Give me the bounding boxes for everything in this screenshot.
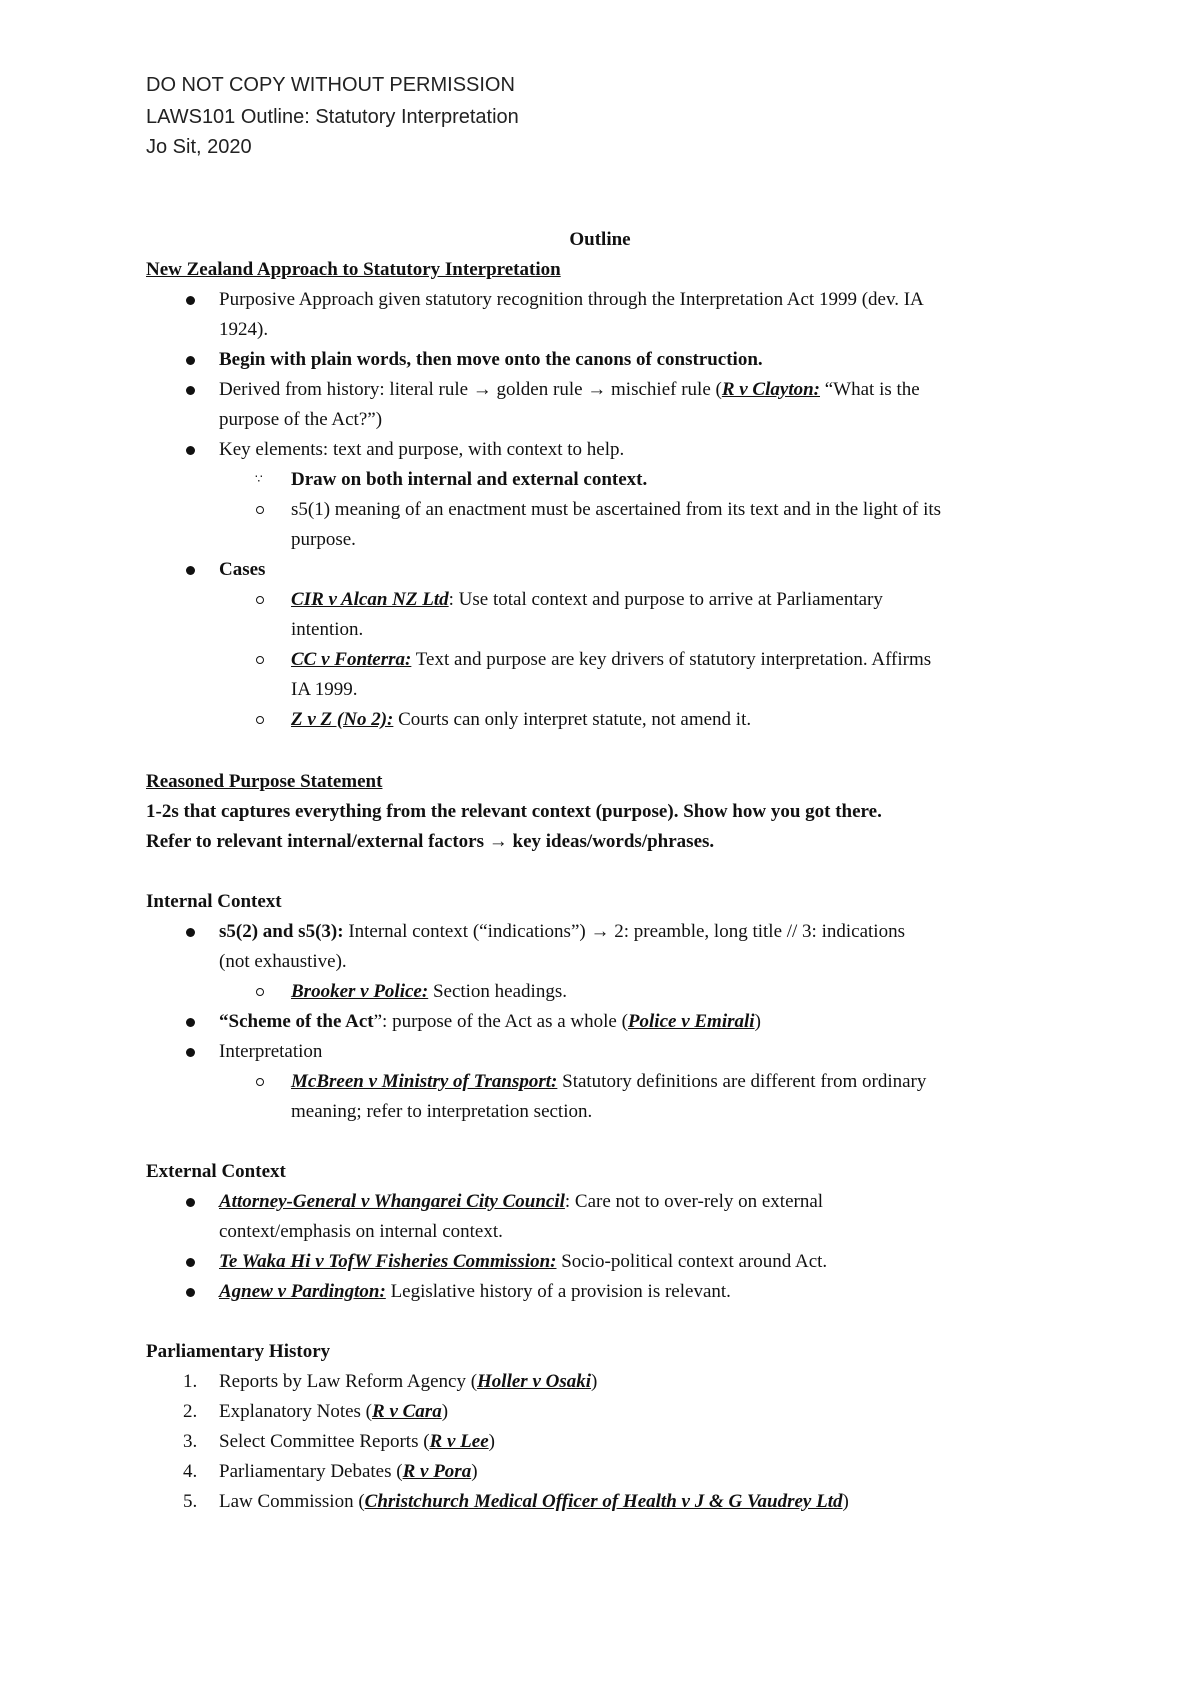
list-item: Purposive Approach given statutory recognition through the Interpretation Act 1999 (dev. IA [219,289,924,310]
list-item [219,1010,761,1034]
sub-list-item [291,588,883,612]
bullet-icon [186,1258,195,1267]
list-item [219,920,905,944]
bullet-icon [186,386,195,395]
sub-bullet-icon: ∵ [255,472,263,486]
list-item: Key elements: text and purpose, with context to help. [219,439,625,460]
list-item-text: Reports by Law Reform Agency ( [219,1371,478,1392]
paragraph-line: Refer to relevant internal/external factors → key ideas/words/phrases. [146,831,715,852]
numbered-list-item [219,1400,448,1424]
list-item [219,1280,731,1304]
list-number: 5. [183,1491,198,1512]
sub-list-item-continuation: meaning; refer to interpretation section. [291,1101,593,1122]
list-item: Begin with plain words, then move onto the canons of construction. [219,349,763,370]
sub-bullet-icon [256,506,264,514]
page-title: Outline [569,229,631,250]
list-item-text: Derived from history: literal rule → golden rule → mischief rule ( [219,379,722,400]
case-name: Z v Z (No 2): [291,709,394,730]
section-heading-external-context: External Context [146,1161,286,1182]
case-name: R v Cara [372,1401,442,1422]
sub-list-item: s5(1) meaning of an enactment must be ascertained from its text and in the light of its [291,499,942,520]
list-number: 2. [183,1401,198,1422]
bullet-icon [186,296,195,305]
sub-bullet-icon [256,716,264,724]
bullet-icon [186,1018,195,1027]
list-item [219,378,920,402]
sub-bullet-icon [256,656,264,664]
list-item-bold: “Scheme of the Act [219,1011,374,1032]
paragraph-line: 1-2s that captures everything from the relevant context (purpose). Show how you got there. [146,801,882,822]
case-name: R v Lee [429,1431,489,1452]
section-heading-nz-approach: New Zealand Approach to Statutory Interpretation [146,259,561,280]
numbered-list-item [219,1490,849,1514]
list-item-text: Law Commission ( [219,1491,365,1512]
list-item-text: ) [591,1371,598,1392]
numbered-list-item [219,1430,495,1454]
list-item-text: : Care not to over-rely on external [564,1191,824,1212]
sub-list-item-continuation: intention. [291,619,364,640]
list-item-text: Legislative history of a provision is relevant. [385,1281,731,1302]
bullet-icon [186,1288,195,1297]
numbered-list-item [219,1460,478,1484]
case-name: Attorney-General v Whangarei City Council [219,1191,565,1212]
sub-list-item [291,708,751,732]
case-name: Holler v Osaki [477,1371,592,1392]
list-item-text: Statutory definitions are different from ordinary [557,1071,927,1092]
document-subtitle: LAWS101 Outline: Statutory Interpretation [146,106,519,128]
case-name: R v Pora [402,1461,472,1482]
list-number: 1. [183,1371,198,1392]
copyright-notice: DO NOT COPY WITHOUT PERMISSION [146,74,515,96]
bullet-icon [186,446,195,455]
list-item-continuation: purpose of the Act?”) [219,409,383,430]
case-name: R v Clayton: [721,379,820,400]
list-item-text: Courts can only interpret statute, not amend it. [393,709,752,730]
bullet-icon [186,928,195,937]
case-name: CC v Fonterra: [291,649,412,670]
case-name: Agnew v Pardington: [219,1281,386,1302]
section-heading-internal-context: Internal Context [146,891,282,912]
section-heading-reasoned-purpose: Reasoned Purpose Statement [146,771,383,792]
list-item-text: ) [754,1011,761,1032]
list-number: 3. [183,1431,198,1452]
list-item [219,1250,827,1274]
sub-list-item: Draw on both internal and external context. [291,469,648,490]
sub-list-item [291,1070,926,1094]
case-name: McBreen v Ministry of Transport: [291,1071,558,1092]
bullet-icon [186,356,195,365]
list-item: Interpretation [219,1041,323,1062]
case-name: Brooker v Police: [291,981,429,1002]
section-heading-parliamentary-history: Parliamentary History [146,1341,331,1362]
list-item-continuation: 1924). [219,319,269,340]
sub-bullet-icon [256,1078,264,1086]
list-item-text: Section headings. [428,981,567,1002]
list-item-text: ) [471,1461,478,1482]
list-item-text: ”: purpose of the Act as a whole ( [373,1011,628,1032]
sub-list-item [291,648,931,672]
list-item [219,1190,823,1214]
list-item-text: Explanatory Notes ( [219,1401,373,1422]
sub-list-item-continuation: purpose. [291,529,356,550]
list-item-text: ) [441,1401,449,1422]
case-name: Police v Emirali [627,1011,755,1032]
bullet-icon [186,1048,195,1057]
list-item-bold: s5(2) and s5(3): [219,921,344,942]
list-item-text: : Use total context and purpose to arrive at Parliamentary [448,589,883,610]
author-line: Jo Sit, 2020 [146,136,252,158]
list-item-text: Internal context (“indications”) → 2: preamble, long title // 3: indications [343,921,905,942]
list-item-text: Parliamentary Debates ( [219,1461,403,1482]
list-item-continuation: context/emphasis on internal context. [219,1221,503,1242]
case-name: Te Waka Hi v TofW Fisheries Commission: [219,1251,557,1272]
case-name: Christchurch Medical Officer of Health v J & G Vaudrey Ltd [364,1491,843,1512]
bullet-icon [186,1198,195,1207]
list-item-text: Socio-political context around Act. [556,1251,828,1272]
sub-list-item-continuation: IA 1999. [291,679,358,700]
case-name: CIR v Alcan NZ Ltd [291,589,449,610]
list-item-continuation: (not exhaustive). [219,951,347,972]
list-number: 4. [183,1461,198,1482]
list-item-text: ) [842,1491,849,1512]
bullet-icon [186,566,195,575]
list-item-text: “What is the [820,379,920,400]
list-item-text: Text and purpose are key drivers of statutory interpretation. Affirms [411,649,932,670]
list-item: Cases [219,559,266,580]
sub-list-item [291,980,567,1004]
list-item-text: Select Committee Reports ( [219,1431,430,1452]
numbered-list-item [219,1370,597,1394]
sub-bullet-icon [256,988,264,996]
sub-bullet-icon [256,596,264,604]
list-item-text: ) [488,1431,495,1452]
